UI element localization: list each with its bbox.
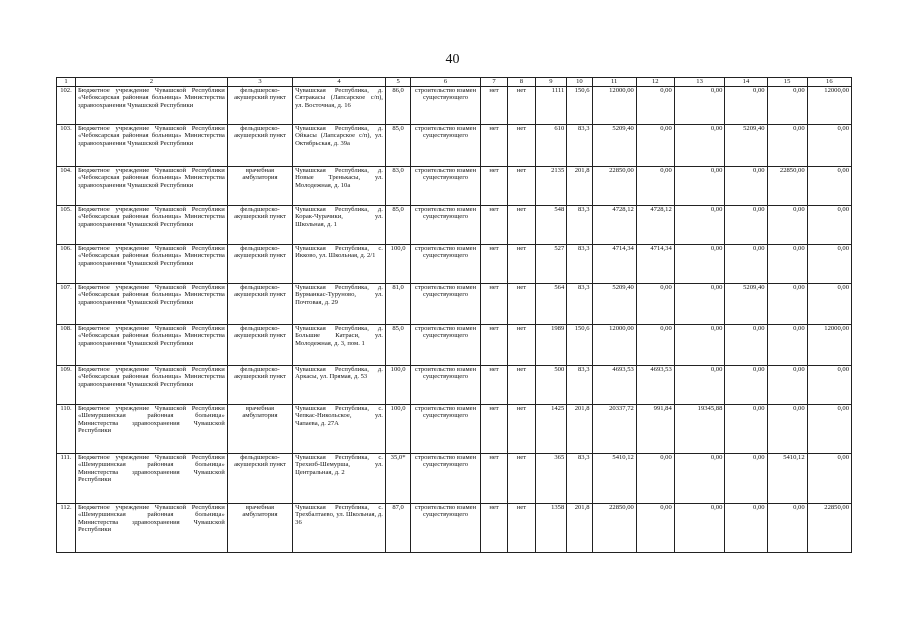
institution-name: Бюджетное учреждение Чувашской Республики «Чебоксарская районная больница» Министерства здравоохранения Чувашской Республики (75, 245, 227, 284)
row-number: 109. (57, 366, 76, 405)
column-header: 7 (480, 78, 507, 87)
value-col12: 4693,53 (636, 366, 674, 405)
column-header: 15 (767, 78, 807, 87)
facility-address: Чувашская Республика, д. Вурманкас-Туруново, ул. Почтовая, д. 29 (293, 284, 386, 325)
value-col15: 5410,12 (767, 454, 807, 504)
facility-type: фельдшерско-акушерский пункт (227, 87, 292, 125)
work-type: строительство взамен существующего (411, 454, 481, 504)
row-number: 104. (57, 167, 76, 206)
value-col10: 83,3 (567, 245, 592, 284)
value-col12: 0,00 (636, 504, 674, 553)
row-number: 102. (57, 87, 76, 125)
value-col5: 85,0 (385, 206, 410, 245)
value-col15: 22850,00 (767, 167, 807, 206)
value-col15: 0,00 (767, 405, 807, 454)
value-col7: нет (480, 167, 507, 206)
value-col9: 2135 (535, 167, 567, 206)
value-col16: 0,00 (807, 245, 851, 284)
value-col5: 85,0 (385, 325, 410, 366)
column-header: 13 (674, 78, 725, 87)
value-col10: 201,8 (567, 504, 592, 553)
value-col15: 0,00 (767, 125, 807, 167)
value-col14: 0,00 (725, 245, 767, 284)
value-col13: 0,00 (674, 504, 725, 553)
value-col8: нет (508, 284, 535, 325)
facility-type: фельдшерско-акушерский пункт (227, 366, 292, 405)
facility-address: Чувашская Республика, д. Корак-Чурачики, ул. Школьная, д. 1 (293, 206, 386, 245)
value-col7: нет (480, 454, 507, 504)
column-header: 8 (508, 78, 535, 87)
value-col7: нет (480, 125, 507, 167)
row-number: 111. (57, 454, 76, 504)
header-row (57, 78, 852, 87)
row-number: 112. (57, 504, 76, 553)
table-row (57, 284, 852, 325)
value-col12: 0,00 (636, 125, 674, 167)
value-col15: 0,00 (767, 206, 807, 245)
facility-type: фельдшерско-акушерский пункт (227, 125, 292, 167)
value-col12: 991,84 (636, 405, 674, 454)
facility-type: фельдшерско-акушерский пункт (227, 284, 292, 325)
value-col8: нет (508, 87, 535, 125)
value-col8: нет (508, 125, 535, 167)
institution-name: Бюджетное учреждение Чувашской Республики «Чебоксарская районная больница» Министерства здравоохранения Чувашской Республики (75, 125, 227, 167)
data-table (56, 77, 852, 553)
value-col9: 365 (535, 454, 567, 504)
work-type: строительство взамен существующего (411, 366, 481, 405)
value-col13: 19345,88 (674, 405, 725, 454)
value-col13: 0,00 (674, 245, 725, 284)
table-row (57, 454, 852, 504)
value-col12: 0,00 (636, 284, 674, 325)
column-header: 11 (592, 78, 636, 87)
column-header: 14 (725, 78, 767, 87)
value-col14: 0,00 (725, 504, 767, 553)
value-col16: 0,00 (807, 206, 851, 245)
row-number: 107. (57, 284, 76, 325)
work-type: строительство взамен существующего (411, 167, 481, 206)
work-type: строительство взамен существующего (411, 504, 481, 553)
value-col11: 4728,12 (592, 206, 636, 245)
column-header: 6 (411, 78, 481, 87)
column-header: 12 (636, 78, 674, 87)
value-col13: 0,00 (674, 454, 725, 504)
facility-address: Чувашская Республика, с. Чепкас-Никольское, ул. Чапаева, д. 27А (293, 405, 386, 454)
value-col10: 150,6 (567, 325, 592, 366)
facility-address: Чувашская Республика, д. Новые Тренькасы, ул. Молодежная, д. 10а (293, 167, 386, 206)
value-col14: 0,00 (725, 325, 767, 366)
value-col7: нет (480, 366, 507, 405)
value-col12: 4714,34 (636, 245, 674, 284)
facility-type: врачебная амбулатория (227, 167, 292, 206)
work-type: строительство взамен существующего (411, 87, 481, 125)
value-col12: 0,00 (636, 325, 674, 366)
value-col16: 0,00 (807, 366, 851, 405)
value-col9: 527 (535, 245, 567, 284)
value-col8: нет (508, 504, 535, 553)
row-number: 103. (57, 125, 76, 167)
value-col8: нет (508, 325, 535, 366)
institution-name: Бюджетное учреждение Чувашской Республики «Чебоксарская районная больница» Министерства здравоохранения Чувашской Республики (75, 325, 227, 366)
column-header: 16 (807, 78, 851, 87)
value-col8: нет (508, 167, 535, 206)
facility-address: Чувашская Республика, д. Большие Катраси, ул. Молодежная, д. 3, пом. 1 (293, 325, 386, 366)
value-col11: 22850,00 (592, 167, 636, 206)
value-col14: 0,00 (725, 366, 767, 405)
value-col14: 0,00 (725, 87, 767, 125)
institution-name: Бюджетное учреждение Чувашской Республики «Чебоксарская районная больница» Министерства здравоохранения Чувашской Республики (75, 87, 227, 125)
value-col10: 83,3 (567, 284, 592, 325)
value-col7: нет (480, 206, 507, 245)
value-col14: 0,00 (725, 454, 767, 504)
facility-type: фельдшерско-акушерский пункт (227, 454, 292, 504)
value-col12: 0,00 (636, 167, 674, 206)
value-col9: 564 (535, 284, 567, 325)
value-col13: 0,00 (674, 284, 725, 325)
value-col9: 548 (535, 206, 567, 245)
value-col14: 5209,40 (725, 125, 767, 167)
value-col11: 5410,12 (592, 454, 636, 504)
facility-type: фельдшерско-акушерский пункт (227, 206, 292, 245)
facility-address: Чувашская Республика, д. Сятракасы (Лапсарское с/п), ул. Восточная, д. 16 (293, 87, 386, 125)
row-number: 108. (57, 325, 76, 366)
value-col8: нет (508, 454, 535, 504)
value-col9: 1111 (535, 87, 567, 125)
institution-name: Бюджетное учреждение Чувашской Республики «Шемуршинская районная больница» Министерства здравоохранения Чувашской Республики (75, 504, 227, 553)
value-col9: 1425 (535, 405, 567, 454)
facility-address: Чувашская Республика, с. Трехбалтаево, ул. Школьная, д. 36 (293, 504, 386, 553)
institution-name: Бюджетное учреждение Чувашской Республики «Шемуршинская районная больница» Министерства здравоохранения Чувашской Республики (75, 454, 227, 504)
facility-type: врачебная амбулатория (227, 405, 292, 454)
value-col16: 22850,00 (807, 504, 851, 553)
work-type: строительство взамен существующего (411, 206, 481, 245)
value-col13: 0,00 (674, 167, 725, 206)
table-row (57, 504, 852, 553)
value-col5: 81,0 (385, 284, 410, 325)
column-header: 9 (535, 78, 567, 87)
column-header: 3 (227, 78, 292, 87)
column-header: 2 (75, 78, 227, 87)
value-col12: 0,00 (636, 87, 674, 125)
value-col15: 0,00 (767, 504, 807, 553)
value-col10: 83,3 (567, 125, 592, 167)
facility-address: Чувашская Республика, с. Трехизб-Шемурша, ул. Центральная, д. 2 (293, 454, 386, 504)
work-type: строительство взамен существующего (411, 245, 481, 284)
value-col16: 0,00 (807, 125, 851, 167)
value-col9: 500 (535, 366, 567, 405)
value-col5: 87,0 (385, 504, 410, 553)
value-col12: 0,00 (636, 454, 674, 504)
value-col9: 610 (535, 125, 567, 167)
value-col14: 0,00 (725, 167, 767, 206)
value-col13: 0,00 (674, 87, 725, 125)
value-col8: нет (508, 405, 535, 454)
page-number: 40 (445, 52, 460, 67)
row-number: 105. (57, 206, 76, 245)
column-header: 5 (385, 78, 410, 87)
value-col13: 0,00 (674, 325, 725, 366)
value-col15: 0,00 (767, 366, 807, 405)
value-col11: 22850,00 (592, 504, 636, 553)
table-row (57, 366, 852, 405)
value-col11: 5209,40 (592, 125, 636, 167)
value-col13: 0,00 (674, 206, 725, 245)
value-col8: нет (508, 206, 535, 245)
work-type: строительство взамен существующего (411, 284, 481, 325)
value-col16: 0,00 (807, 405, 851, 454)
value-col11: 12000,00 (592, 87, 636, 125)
institution-name: Бюджетное учреждение Чувашской Республики «Чебоксарская районная больница» Министерства здравоохранения Чувашской Республики (75, 167, 227, 206)
value-col5: 100,0 (385, 245, 410, 284)
institution-name: Бюджетное учреждение Чувашской Республики «Чебоксарская районная больница» Министерства здравоохранения Чувашской Республики (75, 206, 227, 245)
value-col5: 85,0 (385, 125, 410, 167)
value-col14: 0,00 (725, 206, 767, 245)
value-col10: 150,6 (567, 87, 592, 125)
value-col10: 83,3 (567, 454, 592, 504)
value-col9: 1989 (535, 325, 567, 366)
table-row (57, 125, 852, 167)
column-header: 10 (567, 78, 592, 87)
facility-address: Чувашская Республика, д. Ойкасы (Лапсарское с/п), ул. Октябрьская, д. 39а (293, 125, 386, 167)
facility-address: Чувашская Республика, с. Икково, ул. Школьная, д. 2/1 (293, 245, 386, 284)
value-col14: 0,00 (725, 405, 767, 454)
value-col7: нет (480, 405, 507, 454)
institution-name: Бюджетное учреждение Чувашской Республики «Чебоксарская районная больница» Министерства здравоохранения Чувашской Республики (75, 284, 227, 325)
value-col15: 0,00 (767, 325, 807, 366)
value-col11: 4693,53 (592, 366, 636, 405)
facility-type: фельдшерско-акушерский пункт (227, 325, 292, 366)
value-col5: 83,0 (385, 167, 410, 206)
value-col12: 4728,12 (636, 206, 674, 245)
value-col10: 83,3 (567, 366, 592, 405)
value-col7: нет (480, 284, 507, 325)
facility-address: Чувашская Республика, д. Аркасы, ул. Прямая, д. 53 (293, 366, 386, 405)
value-col10: 83,3 (567, 206, 592, 245)
value-col9: 1358 (535, 504, 567, 553)
value-col16: 12000,00 (807, 325, 851, 366)
institution-name: Бюджетное учреждение Чувашской Республики «Шемуршинская районная больница» Министерства здравоохранения Чувашской Республики (75, 405, 227, 454)
value-col16: 0,00 (807, 454, 851, 504)
table-row (57, 325, 852, 366)
value-col15: 0,00 (767, 87, 807, 125)
table-row (57, 405, 852, 454)
table-row (57, 245, 852, 284)
value-col11: 12000,00 (592, 325, 636, 366)
value-col13: 0,00 (674, 125, 725, 167)
value-col5: 86,0 (385, 87, 410, 125)
work-type: строительство взамен существующего (411, 125, 481, 167)
value-col5: 100,0 (385, 405, 410, 454)
value-col10: 201,8 (567, 405, 592, 454)
table-row (57, 87, 852, 125)
value-col14: 5209,40 (725, 284, 767, 325)
value-col10: 201,8 (567, 167, 592, 206)
value-col16: 12000,00 (807, 87, 851, 125)
value-col7: нет (480, 504, 507, 553)
value-col7: нет (480, 87, 507, 125)
value-col16: 0,00 (807, 284, 851, 325)
value-col15: 0,00 (767, 245, 807, 284)
value-col5: 35,0* (385, 454, 410, 504)
table-row (57, 167, 852, 206)
value-col16: 0,00 (807, 167, 851, 206)
work-type: строительство взамен существующего (411, 325, 481, 366)
value-col13: 0,00 (674, 366, 725, 405)
row-number: 106. (57, 245, 76, 284)
value-col8: нет (508, 245, 535, 284)
table-row (57, 206, 852, 245)
value-col8: нет (508, 366, 535, 405)
value-col11: 20337,72 (592, 405, 636, 454)
facility-type: фельдшерско-акушерский пункт (227, 245, 292, 284)
work-type: строительство взамен существующего (411, 405, 481, 454)
value-col15: 0,00 (767, 284, 807, 325)
value-col11: 5209,40 (592, 284, 636, 325)
facility-type: врачебная амбулатория (227, 504, 292, 553)
value-col7: нет (480, 245, 507, 284)
column-header: 4 (293, 78, 386, 87)
institution-name: Бюджетное учреждение Чувашской Республики «Чебоксарская районная больница» Министерства здравоохранения Чувашской Республики (75, 366, 227, 405)
value-col11: 4714,34 (592, 245, 636, 284)
column-header: 1 (57, 78, 76, 87)
row-number: 110. (57, 405, 76, 454)
value-col5: 100,0 (385, 366, 410, 405)
value-col7: нет (480, 325, 507, 366)
